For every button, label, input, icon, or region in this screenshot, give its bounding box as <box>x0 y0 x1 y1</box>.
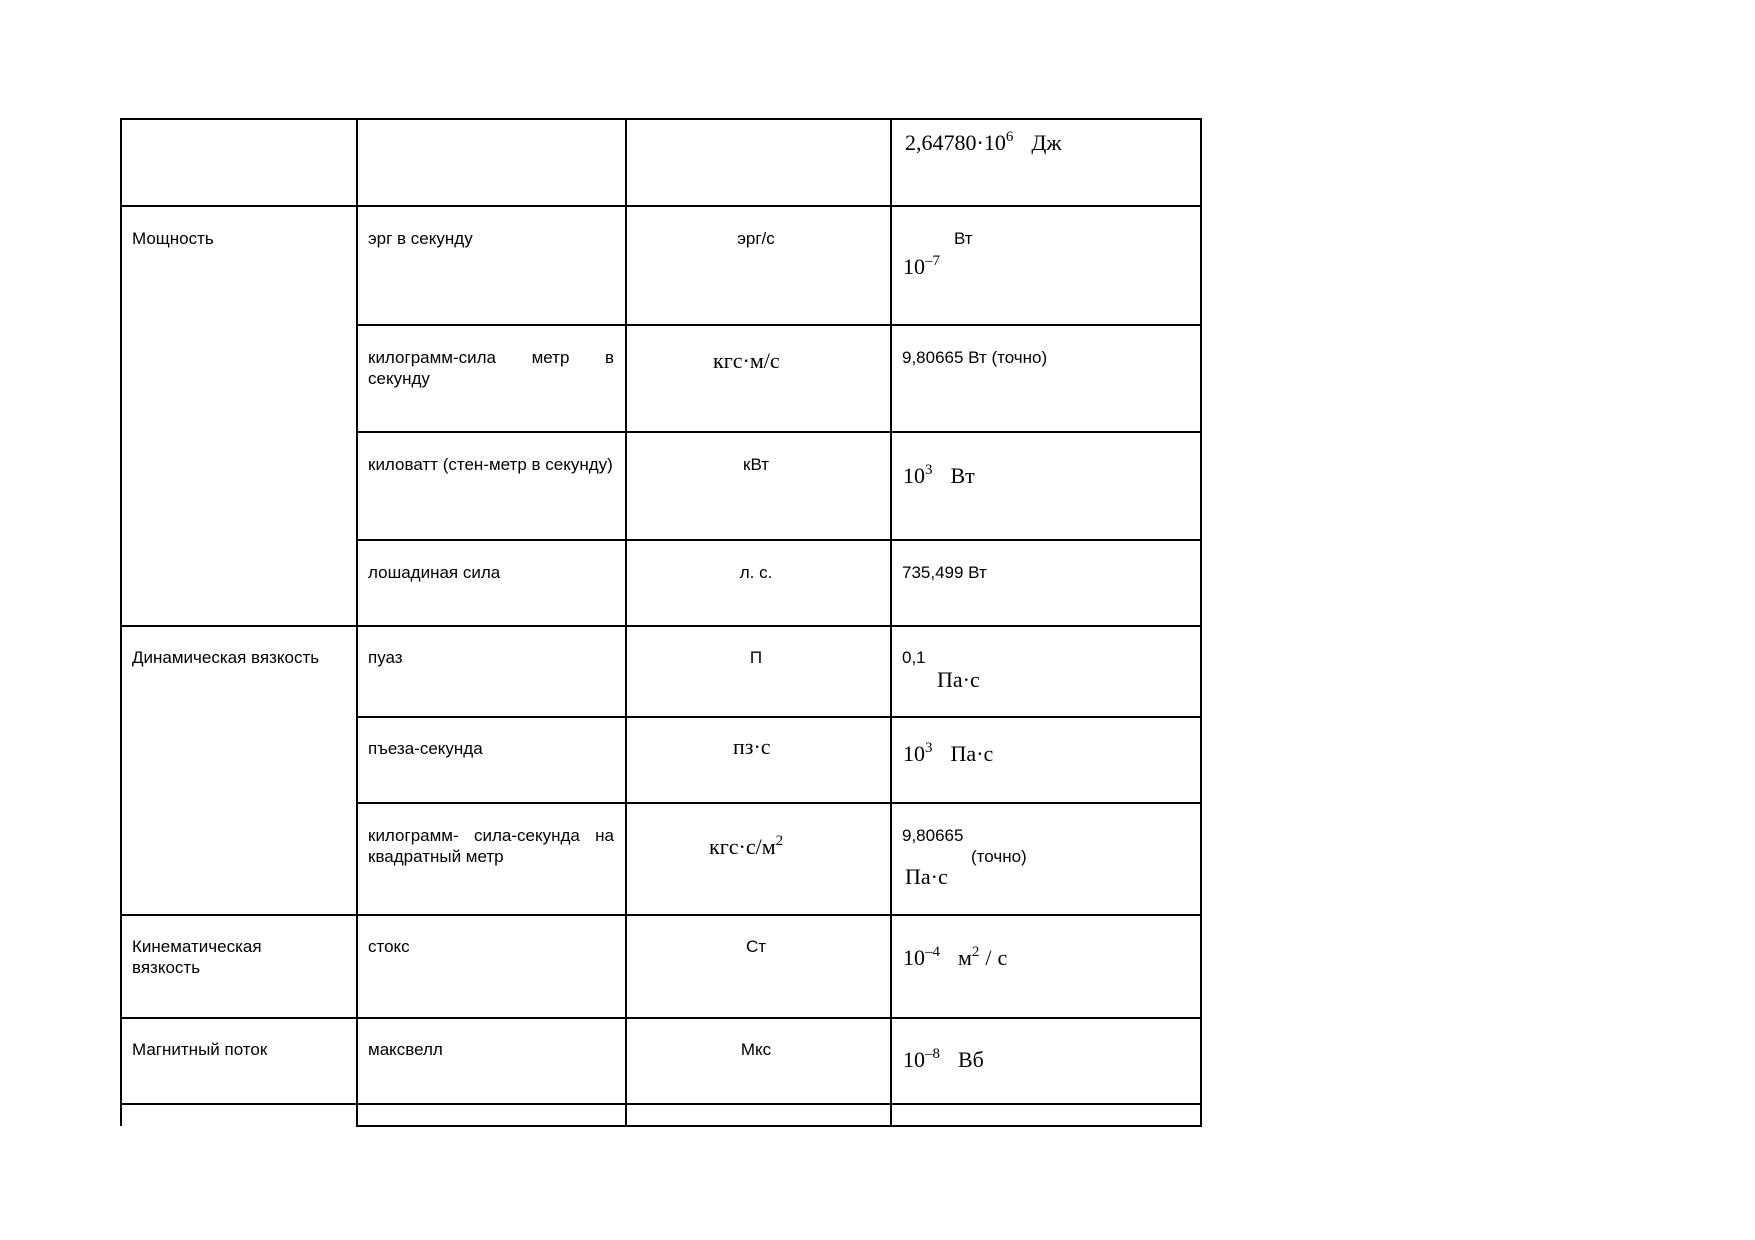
table-rule <box>357 324 1202 326</box>
table-cell-unit-symbol: эрг/с <box>737 229 775 248</box>
table-cell-value-coefficient: 0,1 <box>902 648 926 667</box>
table-cell-quantity: Динамическая вязкость <box>132 648 320 667</box>
table-rule <box>357 802 1202 804</box>
table-cell-unit-name: киловатт (стен-метр в секунду) <box>368 455 613 474</box>
table-cell-unit-symbol: пз·с <box>733 734 771 759</box>
table-rule <box>1200 118 1202 1127</box>
table-cell-value-coefficient: 9,80665 <box>902 826 964 845</box>
table-rule <box>357 539 1202 541</box>
table-cell-unit-name: килограмм- сила-секунда на квадратный метр <box>368 826 614 866</box>
table-cell-unit-symbol: $кгс\cdot с/м^2$ <box>709 833 784 859</box>
table-cell-value: $2,64780\cdot 10^6$ Дж <box>905 129 1062 155</box>
table-cell-unit-name: килограмм-сила метр в секунду <box>368 348 614 388</box>
table-cell-unit-symbol: кгс·м/с <box>713 348 780 373</box>
table-cell-unit-name: максвелл <box>368 1040 443 1059</box>
table-cell-unit-symbol: кВт <box>743 455 769 474</box>
table-rule <box>120 205 1202 207</box>
table-cell-quantity: Кинематическая вязкость <box>132 937 262 977</box>
table-cell-value-note: (точно) <box>971 847 1027 866</box>
table-cell-value: $10^{-7}$ <box>903 253 940 279</box>
table-cell-unit-symbol: Ст <box>745 937 767 956</box>
table-cell-unit-symbol: л. с. <box>739 563 773 582</box>
table-rule <box>357 716 1202 718</box>
table-cell-unit-name: стокс <box>368 937 410 956</box>
table-rule <box>357 1125 1202 1127</box>
table-rule <box>357 431 1202 433</box>
table-cell-unit-name: эрг в секунду <box>368 229 473 248</box>
table-rule <box>890 118 892 1127</box>
table-cell-value-unit: Вт <box>954 229 973 248</box>
table-cell-quantity: Мощность <box>132 229 214 248</box>
table-cell-unit-name: пуаз <box>368 648 403 667</box>
table-cell-value: $10^3$ Вт <box>903 462 975 488</box>
table-rule <box>120 118 122 1126</box>
table-cell-unit-name: лошадиная сила <box>368 563 501 582</box>
table-cell-value: $10^3$ Па·с <box>903 740 994 766</box>
table-cell-value: $10^{-8}$ Вб <box>903 1046 984 1072</box>
table-cell-value: Па·с <box>937 667 980 692</box>
table-cell-unit-name: пъеза-секунда <box>368 739 483 758</box>
table-rule <box>120 625 1202 627</box>
table-cell-value: $10^{-4}$ $м^2$ / с <box>903 944 1008 970</box>
table-cell-value: 735,499 Вт <box>902 563 987 582</box>
table-rule <box>356 118 358 1127</box>
table-cell-unit-symbol: П <box>749 648 763 667</box>
table-rule <box>120 1017 1202 1019</box>
table-cell-unit-symbol: Мкс <box>740 1040 772 1059</box>
table-rule <box>625 118 627 1127</box>
table-cell-quantity: Магнитный поток <box>132 1040 268 1059</box>
table-rule <box>120 1103 1202 1105</box>
table-rule <box>120 914 1202 916</box>
table-cell-value: 9,80665 Вт (точно) <box>902 348 1048 367</box>
table-rule <box>120 118 1202 120</box>
table-cell-value: Па·с <box>905 864 948 889</box>
